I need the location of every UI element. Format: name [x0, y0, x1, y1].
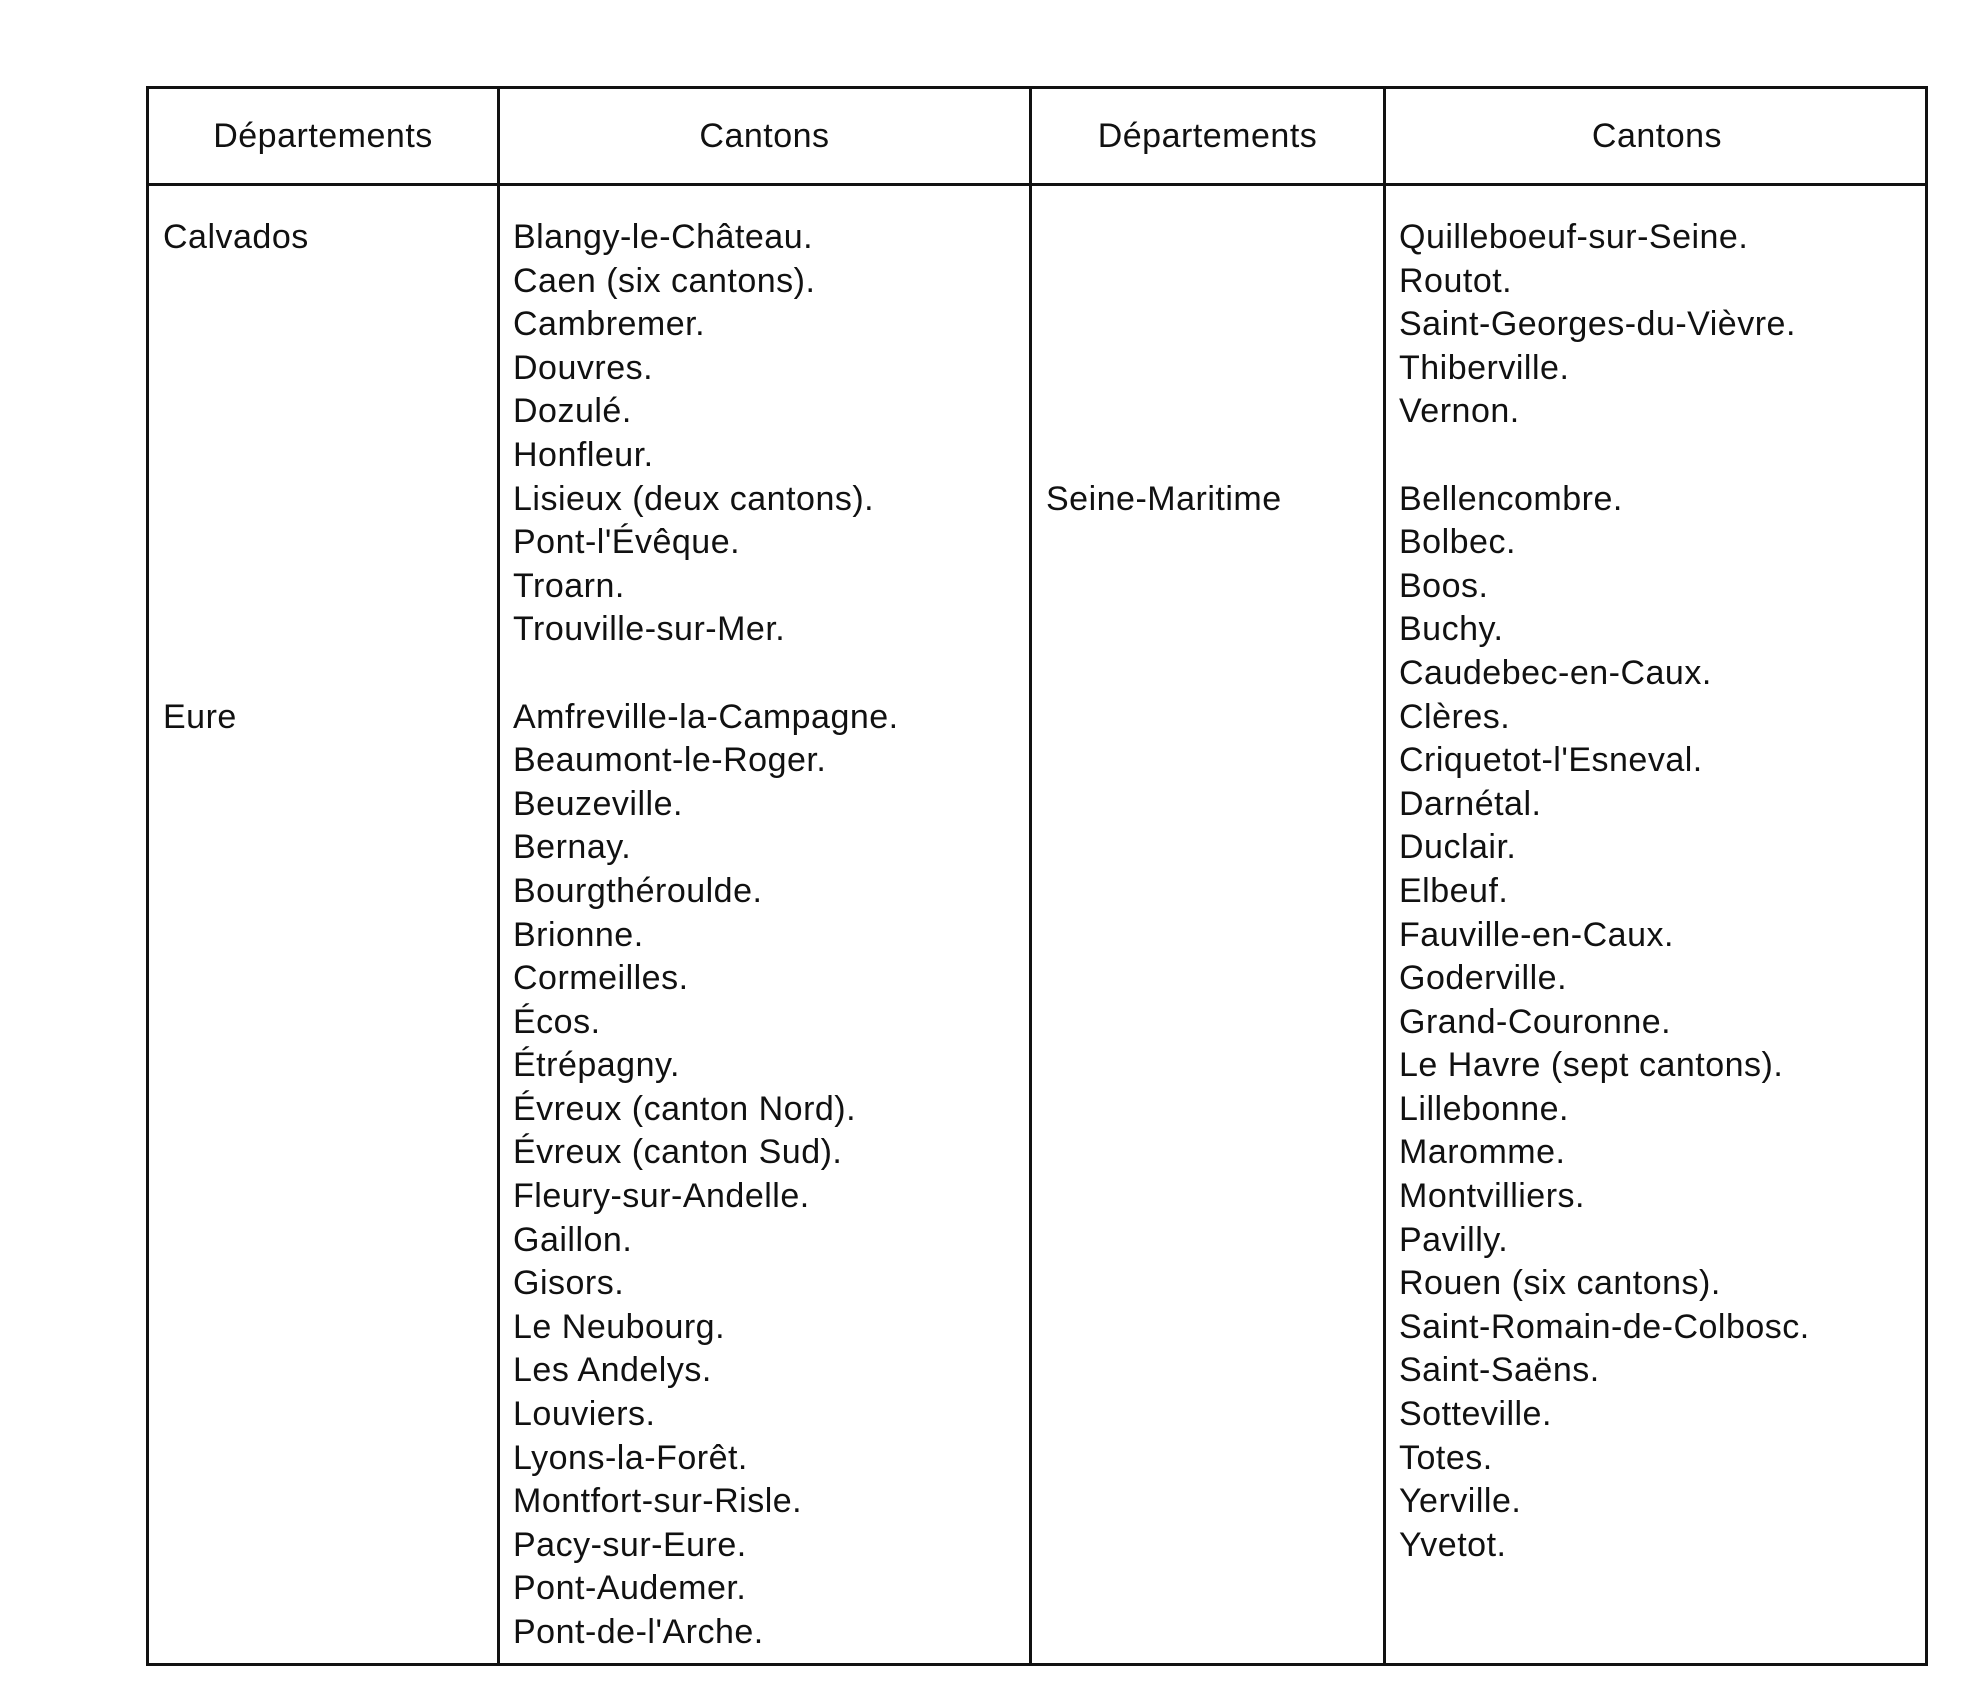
- canton-item: Bellencombre.: [1399, 479, 1623, 518]
- canton-item: Trouville-sur-Mer.: [513, 610, 786, 649]
- canton-item: Brionne.: [513, 915, 644, 954]
- canton-item: Bolbec.: [1399, 523, 1516, 562]
- canton-item: Louviers.: [513, 1395, 656, 1434]
- canton-item: Fleury-sur-Andelle.: [513, 1177, 810, 1216]
- canton-item: Sotteville.: [1399, 1395, 1552, 1434]
- canton-item: Routot.: [1399, 261, 1513, 300]
- canton-item: Goderville.: [1399, 959, 1568, 998]
- canton-item: Le Havre (sept cantons).: [1399, 1046, 1784, 1085]
- canton-item: Darnétal.: [1399, 784, 1542, 823]
- column-divider-1: [497, 89, 500, 1663]
- column-divider-2: [1029, 89, 1032, 1663]
- header-departements-right: Départements: [1097, 116, 1318, 155]
- header-divider: [149, 183, 1925, 186]
- canton-item: [1399, 434, 1810, 478]
- canton-item: Pavilly.: [1399, 1220, 1509, 1259]
- canton-item: Montfort-sur-Risle.: [513, 1482, 803, 1521]
- canton-item: Gaillon.: [513, 1220, 633, 1259]
- canton-item: Bernay.: [513, 828, 632, 867]
- departement-name: Calvados: [163, 218, 309, 256]
- canton-item: Gisors.: [513, 1264, 625, 1303]
- canton-item: Buchy.: [1399, 610, 1504, 649]
- canton-item: Criquetot-l'Esneval.: [1399, 741, 1703, 780]
- column-divider-3: [1383, 89, 1386, 1663]
- canton-item: Vernon.: [1399, 392, 1520, 431]
- canton-item: Grand-Couronne.: [1399, 1002, 1672, 1041]
- canton-item: Le Neubourg.: [513, 1307, 726, 1346]
- canton-item: Lyons-la-Forêt.: [513, 1438, 748, 1477]
- canton-item: Rouen (six cantons).: [1399, 1264, 1721, 1303]
- canton-item: Boos.: [1399, 566, 1489, 605]
- canton-item: Les Andelys.: [513, 1351, 712, 1390]
- header-departements-left: Départements: [213, 116, 433, 155]
- canton-item: Bourgthéroulde.: [513, 871, 763, 910]
- cantons-column-left: [513, 216, 899, 1655]
- canton-item: [513, 652, 899, 696]
- canton-item: Beaumont-le-Roger.: [513, 741, 827, 780]
- header-cantons-left: Cantons: [699, 116, 830, 155]
- canton-item: Blangy-le-Château.: [513, 218, 814, 256]
- canton-item: Évreux (canton Sud).: [513, 1133, 843, 1172]
- canton-item: Quilleboeuf-sur-Seine.: [1399, 218, 1749, 256]
- canton-item: Pont-de-l'Arche.: [513, 1613, 764, 1651]
- canton-item: Pont-Audemer.: [513, 1569, 747, 1608]
- canton-item: Amfreville-la-Campagne.: [513, 697, 899, 736]
- canton-item: Beuzeville.: [513, 784, 683, 823]
- canton-item: Troarn.: [513, 566, 625, 605]
- canton-item: Dozulé.: [513, 392, 632, 431]
- canton-item: Thiberville.: [1399, 348, 1570, 387]
- departement-name: Eure: [163, 697, 237, 736]
- canton-item: Saint-Romain-de-Colbosc.: [1399, 1307, 1810, 1346]
- canton-item: Clères.: [1399, 697, 1511, 736]
- canton-item: Totes.: [1399, 1438, 1493, 1477]
- canton-item: Maromme.: [1399, 1133, 1566, 1172]
- canton-item: Cambremer.: [513, 305, 706, 344]
- canton-item: Lisieux (deux cantons).: [513, 479, 875, 518]
- header-cantons-right: Cantons: [1591, 116, 1723, 155]
- canton-item: Étrépagny.: [513, 1046, 680, 1085]
- canton-item: Montvilliers.: [1399, 1177, 1585, 1216]
- canton-item: Douvres.: [513, 348, 654, 387]
- cantons-column-right: [1399, 216, 1810, 1567]
- canton-item: Évreux (canton Nord).: [513, 1089, 857, 1128]
- canton-item: Saint-Georges-du-Vièvre.: [1399, 305, 1796, 344]
- canton-item: Écos.: [513, 1002, 601, 1041]
- canton-item: Pacy-sur-Eure.: [513, 1525, 747, 1564]
- canton-item: Cormeilles.: [513, 959, 689, 998]
- canton-item: Lillebonne.: [1399, 1089, 1569, 1128]
- canton-item: Yerville.: [1399, 1482, 1522, 1521]
- canton-item: Saint-Saëns.: [1399, 1351, 1600, 1390]
- canton-item: Yvetot.: [1399, 1525, 1507, 1564]
- canton-item: Duclair.: [1399, 828, 1517, 867]
- canton-item: Caen (six cantons).: [513, 261, 816, 300]
- canton-item: Caudebec-en-Caux.: [1399, 653, 1712, 692]
- cantons-table: [146, 86, 1928, 1666]
- canton-item: Honfleur.: [513, 435, 654, 474]
- departement-name: Seine-Maritime: [1046, 479, 1282, 518]
- canton-item: Fauville-en-Caux.: [1399, 915, 1674, 954]
- canton-item: Elbeuf.: [1399, 871, 1509, 910]
- canton-item: Pont-l'Évêque.: [513, 523, 741, 562]
